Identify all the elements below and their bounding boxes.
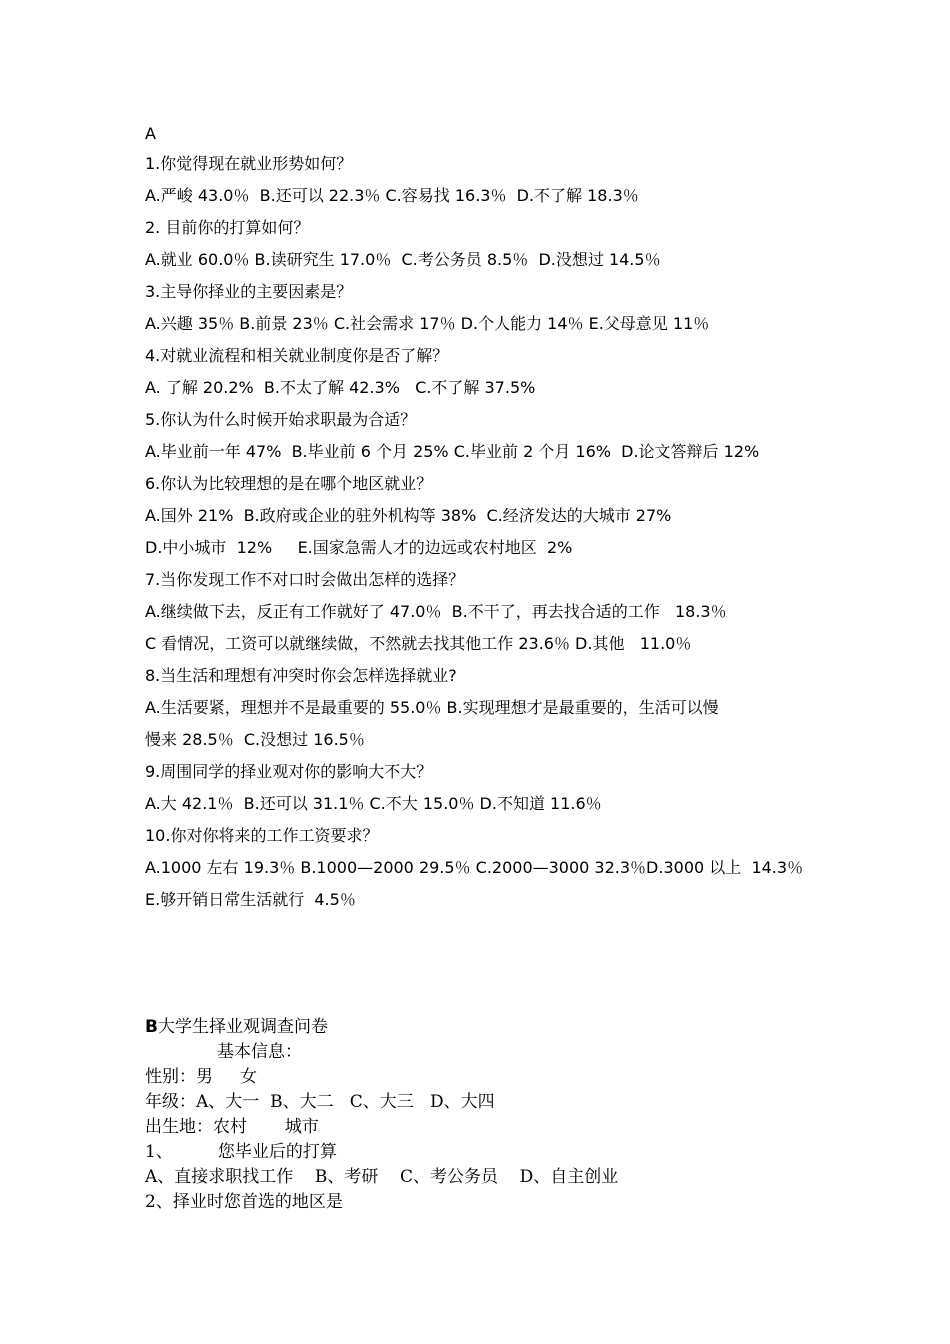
survey-question-9: 9.周围同学的择业观对你的影响大不大？ bbox=[145, 762, 433, 781]
survey-question-8: 8.当生活和理想有冲突时你会怎样选择就业? bbox=[145, 666, 457, 685]
section-b-title bbox=[145, 1016, 328, 1038]
question-1-options: A、直接求职找工作 B、考研 C、考公务员 D、自主创业 bbox=[145, 1167, 619, 1187]
survey-question-4: 4.对就业流程和相关就业制度你是否了解？ bbox=[145, 346, 449, 365]
survey-answer-10b: E.够开销日常生活就行 4.5％ bbox=[145, 890, 356, 909]
question-1-line bbox=[145, 1141, 337, 1163]
question-1-text: 您毕业后的打算 bbox=[217, 1142, 337, 1162]
survey-question-2: 2. 目前你的打算如何？ bbox=[145, 218, 310, 237]
gender-line: 性别：男 女 bbox=[145, 1067, 258, 1087]
survey-answer-2: A.就业 60.0％ B.读研究生 17.0％ C.考公务员 8.5％ D.没想过 14.5％ bbox=[145, 250, 661, 269]
survey-answer-7b: C 看情况，工资可以就继续做，不然就去找其他工作 23.6％ D.其他 11.0％ bbox=[145, 634, 692, 653]
survey-answer-6b: D.中小城市 12% E.国家急需人才的边远或农村地区 2% bbox=[145, 538, 573, 557]
survey-answer-10a: A.1000 左右 19.3％ B.1000—2000 29.5％ C.2000—3000 32.3％D.3000 以上 14.3％ bbox=[145, 858, 804, 877]
survey-answer-5: A.毕业前一年 47% B.毕业前 6 个月 25% C.毕业前 2 个月 16% D.论文答辩后 12% bbox=[145, 442, 760, 461]
grade-line: 年级：A、大一 B、大二 C、大三 D、大四 bbox=[145, 1092, 495, 1112]
survey-question-6: 6.你认为比较理想的是在哪个地区就业？ bbox=[145, 474, 433, 493]
survey-answer-8a: A.生活要紧，理想并不是最重要的 55.0％ B.实现理想才是最重要的，生活可以慢 bbox=[145, 698, 719, 717]
basic-info-heading: 基本信息： bbox=[217, 1042, 302, 1062]
survey-question-3: 3.主导你择业的主要因素是？ bbox=[145, 282, 353, 301]
survey-answer-3: A.兴趣 35％ B.前景 23％ C.社会需求 17％ D.个人能力 14％ E.父母意见 11％ bbox=[145, 314, 710, 333]
section-a-heading: A bbox=[145, 124, 156, 143]
birthplace-line: 出生地：农村 城市 bbox=[145, 1117, 319, 1137]
survey-question-5: 5.你认为什么时候开始求职最为合适？ bbox=[145, 410, 417, 429]
section-b-letter: B bbox=[145, 1017, 158, 1037]
question-2-line: 2、择业时您首选的地区是 bbox=[145, 1192, 343, 1212]
question-1-number: 1、 bbox=[145, 1142, 173, 1162]
survey-answer-7a: A.继续做下去，反正有工作就好了 47.0％ B.不干了，再去找合适的工作 18.3％ bbox=[145, 602, 727, 621]
survey-answer-4: A. 了解 20.2% B.不太了解 42.3% C.不了解 37.5% bbox=[145, 378, 536, 397]
survey-question-7: 7.当你发现工作不对口时会做出怎样的选择？ bbox=[145, 570, 465, 589]
survey-answer-8b: 慢来 28.5％ C.没想过 16.5％ bbox=[145, 730, 365, 749]
survey-answer-9: A.大 42.1％ B.还可以 31.1％ C.不大 15.0％ D.不知道 11.6％ bbox=[145, 794, 602, 813]
survey-answer-1: A.严峻 43.0％ B.还可以 22.3％ C.容易找 16.3％ D.不了解 18.3％ bbox=[145, 186, 639, 205]
survey-answer-6a: A.国外 21% B.政府或企业的驻外机构等 38% C.经济发达的大城市 27% bbox=[145, 506, 672, 525]
survey-question-10: 10.你对你将来的工作工资要求？ bbox=[145, 826, 379, 845]
section-b-title-text: 大学生择业观调查问卷 bbox=[157, 1017, 328, 1037]
survey-question-1: 1.你觉得现在就业形势如何？ bbox=[145, 154, 353, 173]
